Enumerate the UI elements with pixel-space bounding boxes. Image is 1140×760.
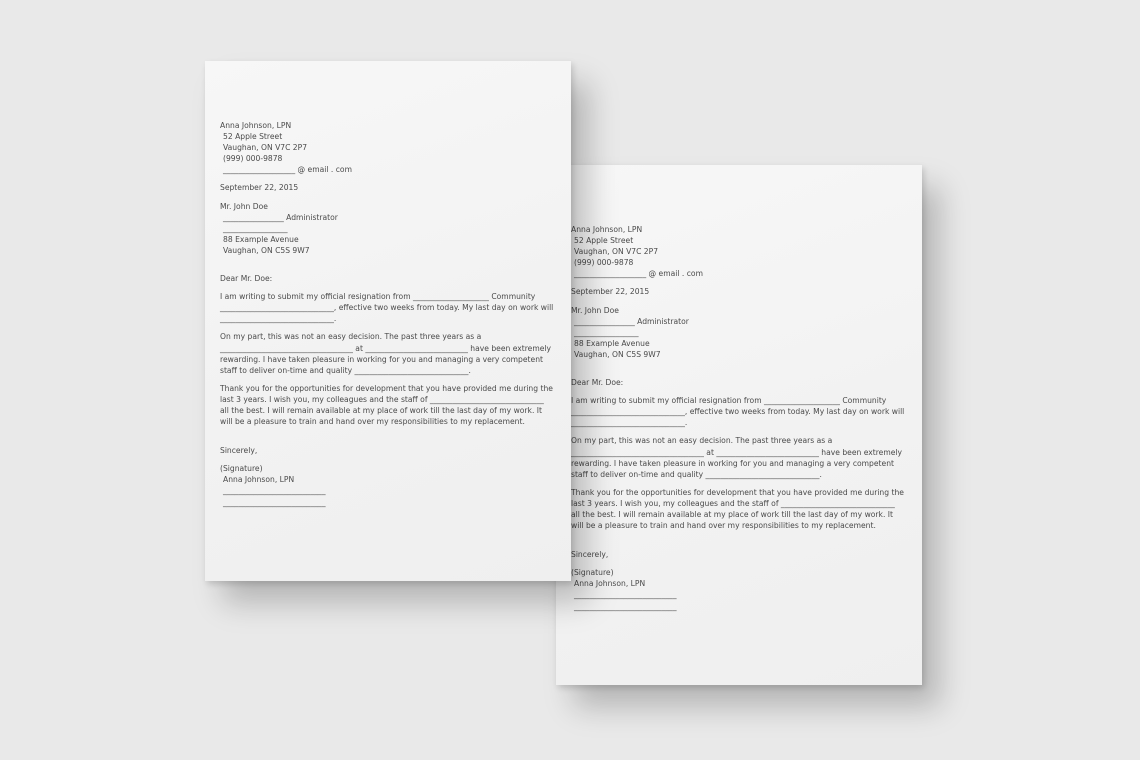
letter-sheet-front bbox=[205, 61, 571, 581]
signature-label: (Signature) bbox=[220, 464, 263, 474]
signature-line-2: ___________________________ bbox=[223, 497, 326, 507]
sender-phone: (999) 000-9878 bbox=[574, 258, 634, 268]
closing: Sincerely, bbox=[571, 550, 609, 560]
letter-date: September 22, 2015 bbox=[571, 287, 650, 297]
recipient-name: Mr. John Doe bbox=[571, 305, 619, 315]
recipient-blank: _________________ bbox=[223, 223, 288, 233]
recipient-city: Vaughan, ON C5S 9W7 bbox=[223, 245, 310, 255]
letter-date: September 22, 2015 bbox=[220, 183, 299, 193]
recipient-street: 88 Example Avenue bbox=[223, 234, 299, 244]
recipient-name: Mr. John Doe bbox=[220, 201, 268, 211]
sender-phone: (999) 000-9878 bbox=[223, 154, 283, 164]
sender-street: 52 Apple Street bbox=[223, 132, 283, 142]
paragraph-3: Thank you for the opportunities for development that you have provided me during the last 3 years. I wish you, my colleagues and the staff of ______________________________ all the best. I will remain available at my place of work till the last day of my work. It will be a pleasure to train and hand over my responsibilities to my replacement. bbox=[220, 383, 553, 427]
recipient-title: ________________ Administrator bbox=[574, 316, 689, 326]
signature-label: (Signature) bbox=[571, 568, 614, 578]
sender-city: Vaughan, ON V7C 2P7 bbox=[223, 143, 308, 153]
sender-email: ___________________ @ email . com bbox=[574, 269, 703, 279]
recipient-city: Vaughan, ON C5S 9W7 bbox=[574, 349, 661, 359]
sender-email: ___________________ @ email . com bbox=[223, 165, 352, 175]
sender-city: Vaughan, ON V7C 2P7 bbox=[574, 247, 659, 257]
recipient-street: 88 Example Avenue bbox=[574, 338, 650, 348]
signer-name: Anna Johnson, LPN bbox=[223, 475, 295, 485]
closing: Sincerely, bbox=[220, 446, 258, 456]
paragraph-3: Thank you for the opportunities for development that you have provided me during the last 3 years. I wish you, my colleagues and the staff of ______________________________ all the best. I will remain available at my place of work till the last day of my work. It will be a pleasure to train and hand over my responsibilities to my replacement. bbox=[571, 487, 904, 531]
signature-line-1: ___________________________ bbox=[574, 590, 677, 600]
paragraph-2: On my part, this was not an easy decision. The past three years as a ___________________________________ at ___________________________ have been extremely rewarding. I have taken pleasure in working for you and managing a very competent staff to deliver on-time and quality ______________________________. bbox=[220, 332, 552, 375]
paragraph-2: On my part, this was not an easy decision. The past three years as a ___________________________________ at ___________________________ have been extremely rewarding. I have taken pleasure in working for you and managing a very competent staff to deliver on-time and quality ______________________________. bbox=[571, 436, 903, 479]
sender-street: 52 Apple Street bbox=[574, 236, 634, 246]
paragraph-1: I am writing to submit my official resignation from ____________________ Community ______________________________, effective two weeks from today. My last day on work will ______________________________. bbox=[571, 396, 905, 428]
salutation: Dear Mr. Doe: bbox=[571, 378, 624, 388]
signer-name: Anna Johnson, LPN bbox=[574, 579, 646, 589]
sender-name: Anna Johnson, LPN bbox=[571, 225, 643, 234]
paragraph-1: I am writing to submit my official resignation from ____________________ Community ______________________________, effective two weeks from today. My last day on work will ______________________________. bbox=[220, 292, 554, 324]
letter-body bbox=[220, 120, 555, 508]
signature-line-2: ___________________________ bbox=[574, 601, 677, 611]
signature-line-1: ___________________________ bbox=[223, 486, 326, 496]
recipient-blank: _________________ bbox=[574, 327, 639, 337]
letter-body bbox=[571, 224, 906, 612]
recipient-title: ________________ Administrator bbox=[223, 212, 338, 222]
salutation: Dear Mr. Doe: bbox=[220, 274, 273, 284]
sender-name: Anna Johnson, LPN bbox=[220, 121, 292, 130]
letter-sheet-back bbox=[556, 165, 922, 685]
